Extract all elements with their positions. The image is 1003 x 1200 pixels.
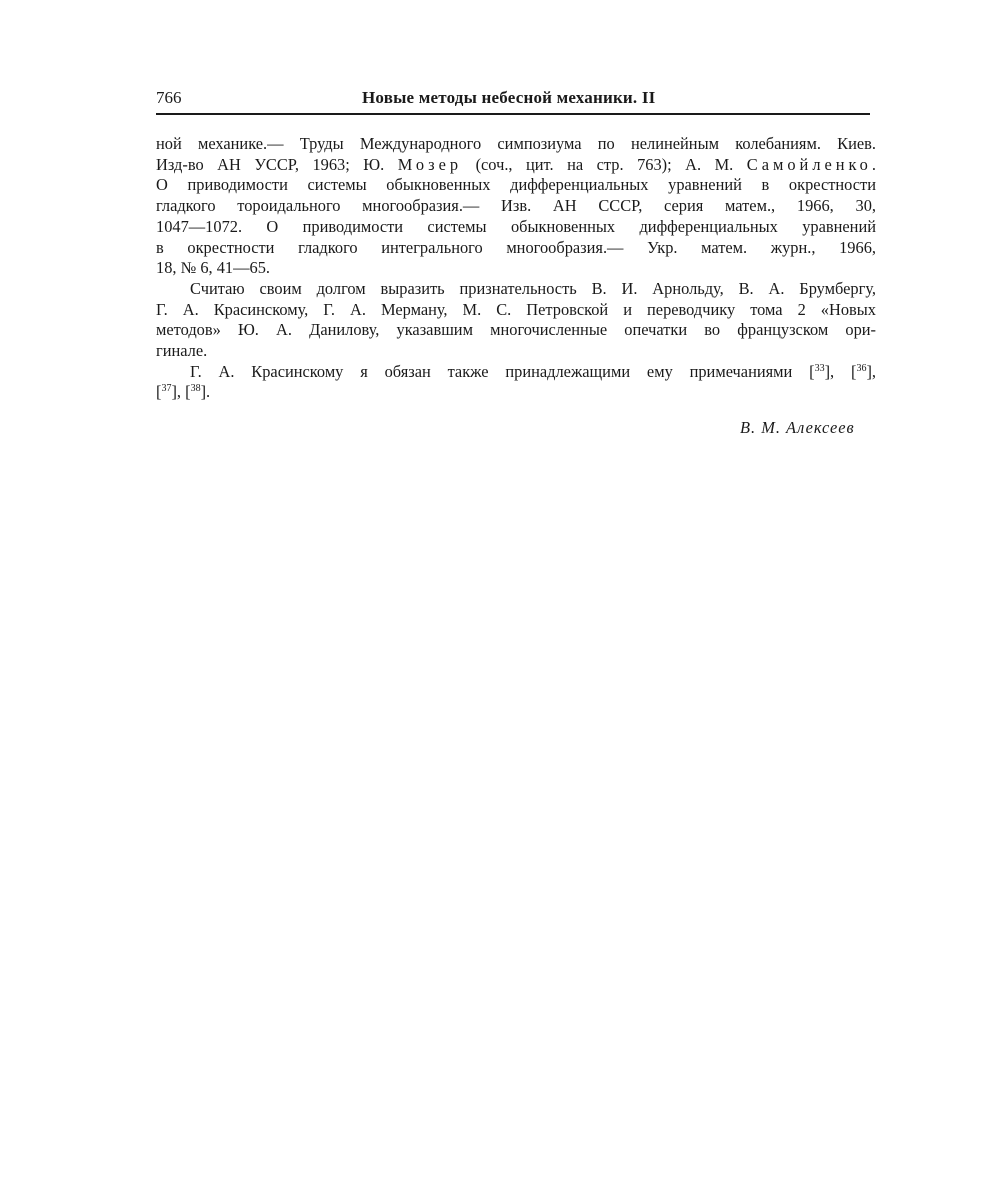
text-line-segment: методов» Ю. А. Данилову, указавшим многочисленные опечатки во французском ори- (156, 320, 876, 340)
reference-number: 38 (190, 383, 201, 395)
text-line (156, 238, 876, 259)
text-line-segment: ], [ (171, 382, 191, 402)
author-signature: В. М. Алексеев (740, 418, 855, 437)
text-line-segment: ной механике.— Труды Международного симпозиума по нелинейным колебаниям. Киев. (156, 134, 876, 153)
running-head (156, 86, 870, 116)
text-line (156, 300, 876, 321)
text-line-segment: ], (866, 361, 876, 381)
text-line-segment: ]. (200, 382, 211, 402)
reference-number: 37 (161, 383, 172, 395)
text-line (156, 320, 876, 341)
text-line-segment: ], [ (824, 361, 857, 381)
text-line-segment: . (871, 154, 876, 174)
text-line (156, 217, 876, 238)
paragraph-acknowledgements (156, 279, 876, 362)
text-line-segment: Считаю своим долгом выразить признательность В. И. Арнольду, В. А. Брумбергу, (190, 278, 876, 298)
running-head-title: Новые методы небесной механики. II (362, 88, 656, 107)
text-line-segment: Г. А. Красинскому, Г. А. Мерману, М. С. Петровской и переводчику тома 2 «Новых (156, 299, 876, 319)
text-line-segment: [ (156, 382, 162, 402)
text-line-segment: Г. А. Красинскому я обязан также принадлежащими ему примечаниями [ (190, 361, 815, 381)
body-text (156, 134, 876, 403)
text-line (156, 382, 876, 403)
page-number: 766 (156, 88, 182, 107)
reference-number: 33 (814, 362, 825, 374)
text-line (156, 362, 876, 383)
reference-number: 36 (856, 362, 867, 374)
text-line (156, 279, 876, 300)
text-line (156, 155, 876, 176)
paragraph-bibliography-continuation (156, 134, 876, 279)
paragraph-notes-attribution (156, 362, 876, 403)
author-name-spaced: Самойленко (746, 154, 872, 174)
text-line-segment: Изд-во АН УССР, 1963; Ю. (156, 154, 398, 174)
text-line-segment: гинале. (156, 341, 208, 361)
text-line (156, 258, 876, 279)
text-line-segment: в окрестности гладкого интегрального многообразия.— Укр. матем. журн., 1966, (156, 237, 876, 257)
author-name-spaced: Мозер (397, 154, 463, 174)
text-line (156, 341, 876, 362)
text-line (156, 134, 876, 155)
text-line-segment: гладкого тороидального многообразия.— Изв. АН СССР, серия матем., 1966, 30, (156, 196, 876, 216)
text-line (156, 196, 876, 217)
text-line (156, 175, 876, 196)
text-line-segment: О приводимости системы обыкновенных дифференциальных уравнений в окрестности (156, 175, 876, 195)
text-line-segment: 1047—1072. О приводимости системы обыкновенных дифференциальных уравнений (156, 216, 876, 236)
text-line-segment: (соч., цит. на стр. 763); А. М. (462, 154, 747, 174)
header-rule (156, 113, 870, 115)
text-line-segment: 18, № 6, 41—65. (156, 258, 270, 278)
